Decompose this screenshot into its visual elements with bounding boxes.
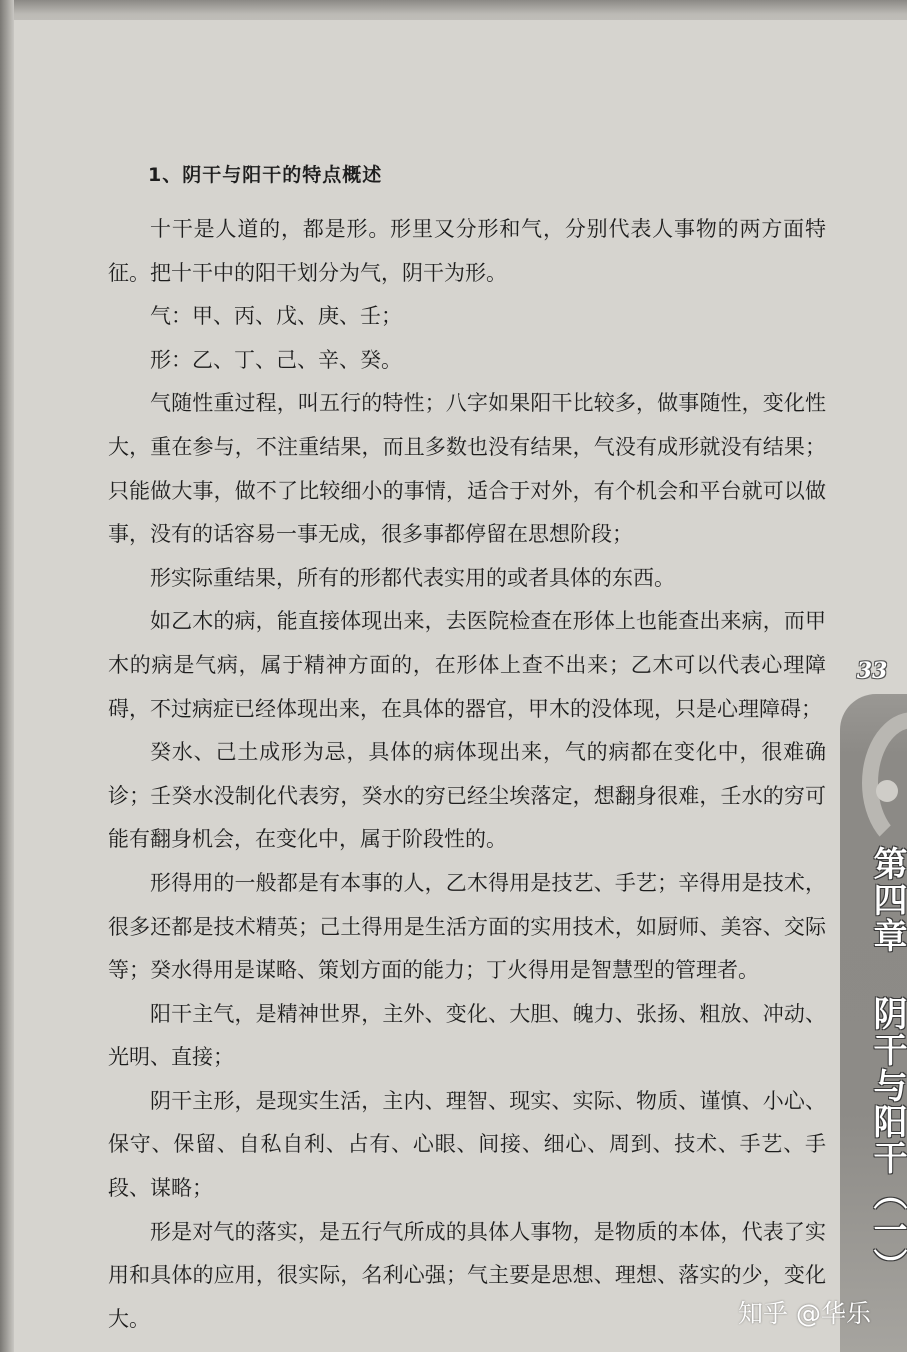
paragraph-10: 阴干主形，是现实生活，主内、理智、现实、实际、物质、谨慎、小心、保守、保留、自私自利、占有、心眼、间接、细心、周到、技术、手艺、手段、谋略； — [108, 1088, 826, 1201]
page-number: 33 — [856, 658, 888, 684]
paragraph-4: 气随性重过程，叫五行的特性；八字如果阳干比较多，做事随性，变化性大，重在参与，不注重结果，而且多数也没有结果，气没有成形就没有结果；只能做大事，做不了比较细小的事情，适合于对外，有个机会和平台就可以做事，没有的话容易一事无成，很多事都停留在思想阶段； — [108, 391, 826, 547]
body-text — [108, 208, 826, 1341]
paragraph-1: 十干是人道的，都是形。形里又分形和气，分别代表人事物的两方面特征。把十干中的阳干划分为气，阴干为形。 — [108, 217, 826, 285]
paragraph-6: 如乙木的病，能直接体现出来，去医院检查在形体上也能查出来病，而甲木的病是气病，属于精神方面的，在形体上查不出来；乙木可以代表心理障碍，不过病症已经体现出来，在具体的器官，甲木的没体现，只是心理障碍； — [108, 609, 826, 721]
section-heading: 1、阴干与阳干的特点概述 — [148, 164, 383, 186]
paragraph-7: 癸水、己土成形为忌，具体的病体现出来，气的病都在变化中，很难确诊；壬癸水没制化代表穷，癸水的穷已经尘埃落定，想翻身很难，壬水的穷可能有翻身机会，在变化中，属于阶段性的。 — [108, 740, 826, 852]
paragraph-8: 形得用的一般都是有本事的人，乙木得用是技艺、手艺；辛得用是技术，很多还都是技术精英；己土得用是生活方面的实用技术，如厨师、美容、交际等；癸水得用是谋略、策划方面的能力；丁火得用是智慧型的管理者。 — [108, 870, 826, 983]
paragraph-11: 形是对气的落实，是五行气所成的具体人事物，是物质的本体，代表了实用和具体的应用，很实际，名利心强；气主要是思想、理想、落实的少，变化大。 — [108, 1219, 826, 1331]
scan-shadow-left — [0, 0, 14, 1352]
paragraph-3: 形：乙、丁、己、辛、癸。 — [150, 347, 402, 372]
chapter-title: 第四章 阴干与阳干（一） — [867, 846, 907, 1284]
paragraph-2: 气：甲、丙、戊、庚、壬； — [150, 304, 402, 329]
watermark: 知乎 @华乐 — [738, 1299, 871, 1328]
taiji-dot-icon — [876, 780, 898, 802]
paragraph-9: 阳干主气，是精神世界，主外、变化、大胆、魄力、张扬、粗放、冲动、光明、直接； — [108, 1001, 826, 1070]
paragraph-5: 形实际重结果，所有的形都代表实用的或者具体的东西。 — [150, 565, 675, 590]
